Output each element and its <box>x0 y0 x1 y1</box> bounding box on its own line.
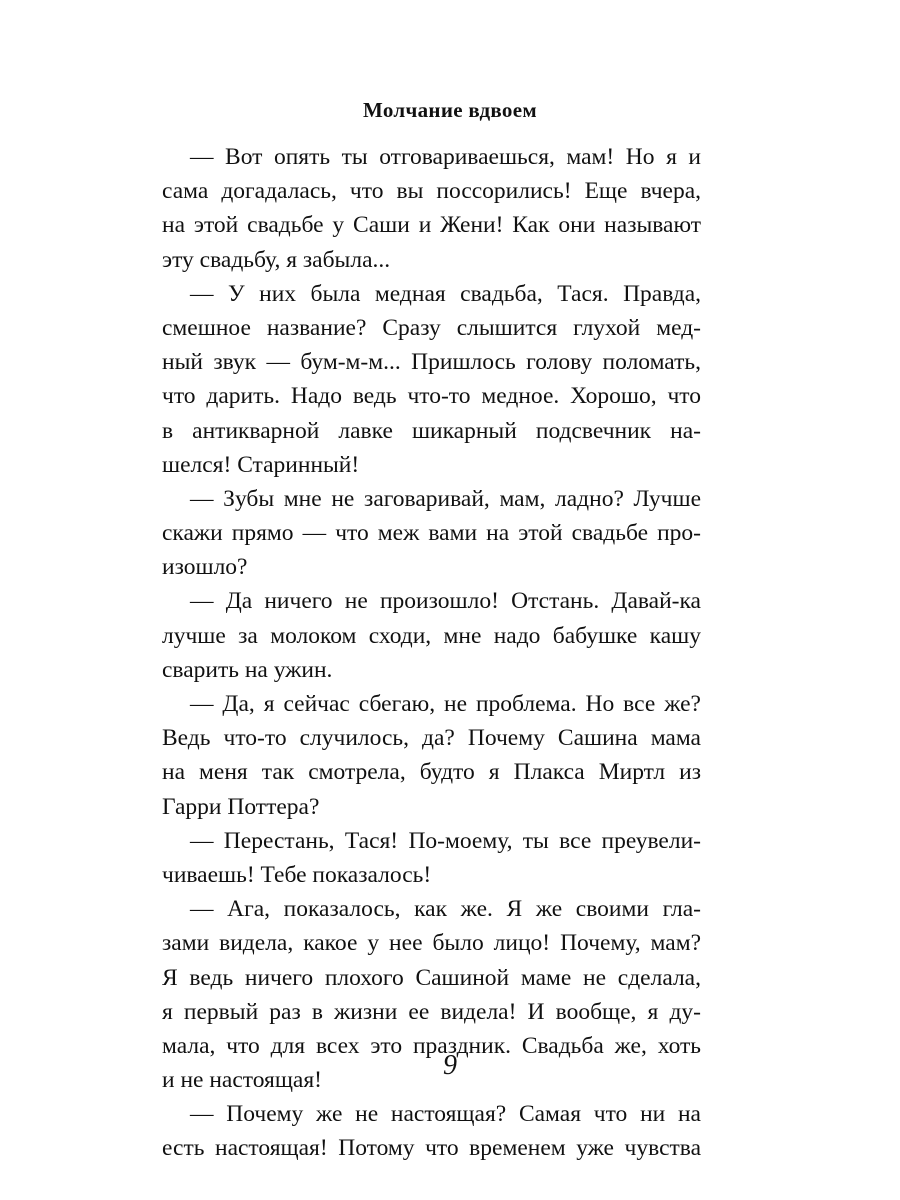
text-line: — Зубы мне не заговаривай, мам, ладно? Лучше <box>190 485 701 512</box>
text-line: скажи прямо — что меж вами на этой свадьбе про- <box>162 520 701 547</box>
text-line: зами видела, какое у нее было лицо! Почему, мам? <box>162 930 701 957</box>
text-line: — Да ничего не произошло! Отстань. Давай-ка <box>190 588 701 615</box>
text-line: Гарри Поттера? <box>162 793 320 820</box>
running-head: Молчание вдвоем <box>363 98 537 122</box>
text-line: на этой свадьбе у Саши и Жени! Как они называют <box>162 212 701 239</box>
text-line: смешное название? Сразу слышится глухой мед- <box>162 314 701 341</box>
text-line: — У них была медная свадьба, Тася. Правда, <box>190 280 701 307</box>
text-line: сама догадалась, что вы поссорились! Еще вчера, <box>162 178 701 205</box>
text-line: Я ведь ничего плохого Сашиной маме не сделала, <box>162 964 701 991</box>
text-line: Ведь что-то случилось, да? Почему Сашина мама <box>162 725 701 752</box>
text-line: ный звук — бум-м-м... Пришлось голову поломать, <box>162 349 701 376</box>
text-line: и не настоящая! <box>162 1067 323 1094</box>
text-line: на меня так смотрела, будто я Плакса Миртл из <box>162 759 701 786</box>
text-line: я первый раз в жизни ее видела! И вообще, я ду- <box>162 998 701 1025</box>
text-line: — Да, я сейчас сбегаю, не проблема. Но все же? <box>190 691 701 717</box>
text-line: что дарить. Надо ведь что-то медное. Хорошо, что <box>162 383 701 410</box>
text-line: есть настоящая! Потому что временем уже чувства <box>162 1135 701 1162</box>
text-line: — Ага, показалось, как же. Я же своими гла- <box>190 896 701 923</box>
text-line: шелся! Старинный! <box>162 451 360 478</box>
text-line: в антикварной лавке шикарный подсвечник на- <box>162 417 701 444</box>
body-text <box>162 140 701 1166</box>
text-line: мала, что для всех это праздник. Свадьба же, хоть <box>162 1032 701 1059</box>
text-line: изошло? <box>162 554 248 581</box>
text-line: — Вот опять ты отговариваешься, мам! Но я и <box>190 144 701 170</box>
text-line: чиваешь! Тебе показалось! <box>162 861 432 888</box>
text-line: сварить на ужин. <box>162 656 333 683</box>
text-line: — Перестань, Тася! По-моему, ты все преувели- <box>190 827 701 854</box>
text-line: лучше за молоком сходи, мне надо бабушке кашу <box>162 622 701 649</box>
page-number: 9 <box>443 1050 457 1081</box>
text-line: — Почему же не настоящая? Самая что ни на <box>190 1101 701 1128</box>
text-line: эту свадьбу, я забыла... <box>162 246 391 273</box>
